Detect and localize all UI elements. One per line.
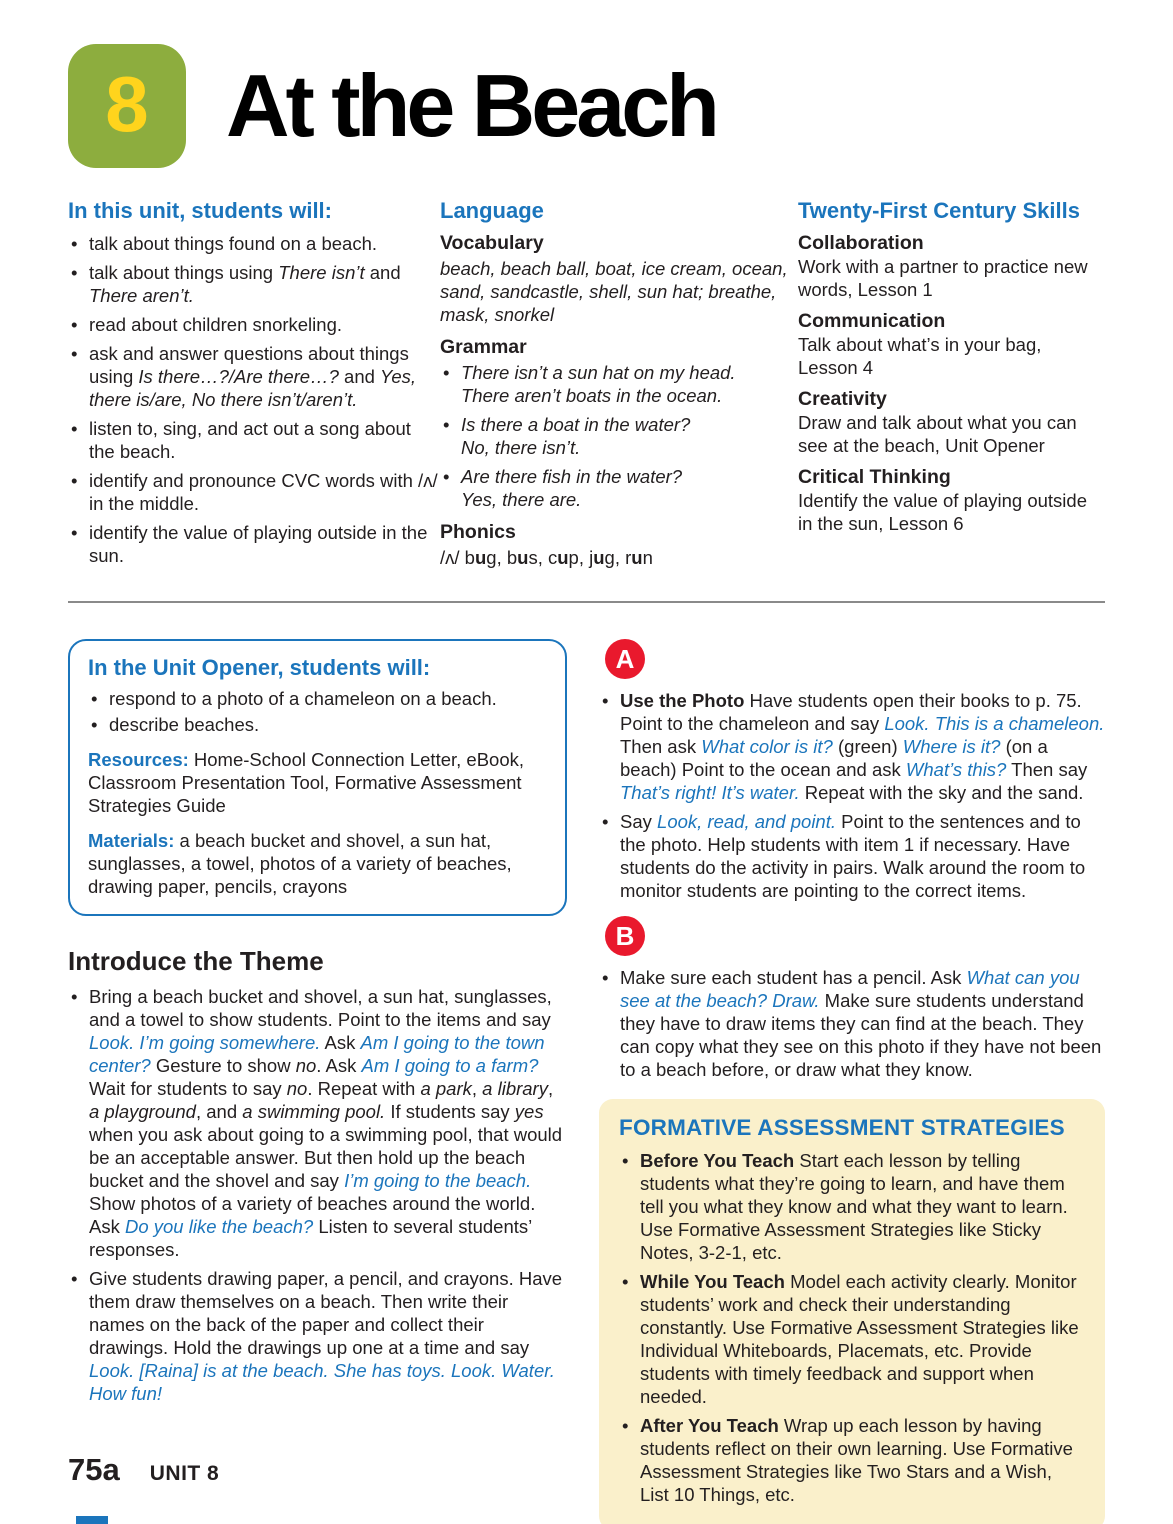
unit-opener-item: • respond to a photo of a chameleon on a beach.: [88, 687, 547, 710]
footer-tab-marker: [76, 1516, 108, 1524]
materials-text: a beach bucket and shovel, a sun hat, sunglasses, a towel, photos of a variety of beaches, drawing paper, pencils, crayons: [88, 830, 512, 897]
skill-item: [798, 466, 1105, 535]
materials-label: Materials:: [88, 830, 175, 851]
skill-description: Identify the value of playing outside in the sun, Lesson 6: [798, 490, 1087, 534]
skills-heading: Twenty-First Century Skills: [798, 198, 1080, 223]
lesson-body: [68, 639, 1105, 1524]
formative-heading: FORMATIVE ASSESSMENT STRATEGIES: [619, 1115, 1065, 1140]
language-column: [440, 198, 798, 573]
unit-opener-heading: In the Unit Opener, students will:: [88, 655, 431, 680]
materials-line: [88, 829, 547, 898]
unit-goal-item: • identify the value of playing outside in the sun.: [68, 521, 440, 567]
unit-goals-heading: In this unit, students will:: [68, 198, 332, 223]
unit-goals-column: [68, 198, 440, 573]
unit-goal-item: • talk about things found on a beach.: [68, 232, 440, 255]
activity-a-badge: A: [605, 639, 645, 679]
resources-label: Resources:: [88, 749, 189, 770]
skill-item: [798, 310, 1105, 379]
skill-item: [798, 388, 1105, 457]
vocabulary-label: Vocabulary: [440, 232, 544, 254]
activity-step: • Say Look, read, and point. Point to the sentences and to the photo. Help students with item 1 if necessary. Have students do the activity in pairs. Walk around the room to monitor students are pointing to the correct items.: [599, 810, 1105, 902]
activity-step: • Use the Photo Have students open their books to p. 75. Point to the chameleon and say Look. This is a chameleon. Then ask What color is it? (green) Where is it? (on a beach) Point to the ocean and ask What’s this? Then say That’s right! It’s water. Repeat with the sky and the sand.: [599, 689, 1105, 804]
introduce-theme-list: [68, 985, 567, 1405]
vocabulary-list: beach, beach ball, boat, ice cream, ocean, sand, sandcastle, shell, sun hat; breathe, mask, snorkel: [440, 258, 788, 325]
phonics-words: /ʌ/ bug, bus, cup, jug, run: [440, 547, 653, 568]
skills-column: [798, 198, 1105, 573]
section-divider: [68, 601, 1105, 603]
unit-goals-list: [68, 232, 440, 567]
skill-description: Work with a partner to practice new words, Lesson 1: [798, 256, 1088, 300]
formative-item: • While You Teach Model each activity clearly. Monitor students’ work and check their understanding constantly. Use Formative Assessment Strategies like Individual Whiteboards, Placemats, etc. Provide students with timely feedback and support when needed.: [619, 1270, 1085, 1408]
unit-opener-list: [88, 687, 547, 736]
introduce-theme-heading: Introduce the Theme: [68, 946, 324, 976]
unit-goal-item: • listen to, sing, and act out a song about the beach.: [68, 417, 440, 463]
unit-goal-item: • talk about things using There isn’t and There aren’t.: [68, 261, 440, 307]
activity-step: • Make sure each student has a pencil. Ask What can you see at the beach? Draw. Make sure students understand they have to draw items they can find at the beach. They can copy what they see on this photo if they have not been to a beach before, or draw what they know.: [599, 966, 1105, 1081]
unit-goal-item: • read about children snorkeling.: [68, 313, 440, 336]
activity-a-list: [599, 689, 1105, 902]
grammar-example: • There isn’t a sun hat on my head. There aren’t boats in the ocean.: [440, 361, 798, 407]
unit-label: UNIT 8: [149, 1462, 220, 1485]
lesson-right-column: [599, 639, 1105, 1524]
unit-goal-item: • ask and answer questions about things using Is there…?/Are there…? and Yes, there is/are, No there isn’t/aren’t.: [68, 342, 440, 411]
formative-item: • Before You Teach Start each lesson by telling students what they’re going to learn, and have them tell you what they know and what they want to learn. Use Formative Assessment Strategies like Sticky Notes, 3-2-1, etc.: [619, 1149, 1085, 1264]
formative-item: • After You Teach Wrap up each lesson by having students reflect on their own learning. Use Formative Assessment Strategies like Two Stars and a Wish, List 10 Things, etc.: [619, 1414, 1085, 1506]
page-header: [68, 44, 1105, 168]
theme-step: • Give students drawing paper, a pencil, and crayons. Have them draw themselves on a beach. Then write their names on the back of the paper and collect their drawings. Hold the drawings up one at a time and say Look. [Raina] is at the beach. She has toys. Look. Water. How fun!: [68, 1267, 567, 1405]
skill-label: Creativity: [798, 388, 887, 410]
unit-number-badge: [68, 44, 186, 168]
skill-label: Collaboration: [798, 232, 924, 254]
unit-opener-item: • describe beaches.: [88, 713, 547, 736]
skill-description: Draw and talk about what you can see at the beach, Unit Opener: [798, 412, 1077, 456]
resources-line: [88, 748, 547, 817]
unit-goal-item: • identify and pronounce CVC words with /ʌ/ in the middle.: [68, 469, 440, 515]
resources-text: Home-School Connection Letter, eBook, Classroom Presentation Tool, Formative Assessment Strategies Guide: [88, 749, 525, 816]
unit-number: 8: [105, 60, 149, 148]
theme-step: • Bring a beach bucket and shovel, a sun hat, sunglasses, and a towel to show students. Point to the items and say Look. I’m going somewhere. Ask Am I going to the town center? Gesture to show no. Ask Am I going to a farm? Wait for students to say no. Repeat with a park, a library, a playground, and a swimming pool. If students say yes when you ask about going to a swimming pool, that would be an acceptable answer. But then hold up the beach bucket and the shovel and say I’m going to the beach. Show photos of a variety of beaches around the world. Ask Do you like the beach? Listen to several students’ responses.: [68, 985, 567, 1261]
phonics-label: Phonics: [440, 521, 516, 543]
page-number: 75a: [68, 1452, 120, 1487]
skill-label: Communication: [798, 310, 946, 332]
language-heading: Language: [440, 198, 544, 223]
page-title: At the Beach: [226, 56, 716, 155]
activity-b-badge: B: [605, 916, 645, 956]
formative-list: [619, 1149, 1085, 1506]
lesson-left-column: [68, 639, 567, 1524]
grammar-example: • Are there fish in the water? Yes, there are.: [440, 465, 798, 511]
grammar-list: [440, 361, 798, 511]
unit-overview: [68, 198, 1105, 573]
unit-opener-box: [68, 639, 567, 916]
grammar-label: Grammar: [440, 336, 527, 358]
grammar-example: • Is there a boat in the water? No, there isn’t.: [440, 413, 798, 459]
skill-description: Talk about what’s in your bag, Lesson 4: [798, 334, 1042, 378]
activity-b-list: [599, 966, 1105, 1081]
formative-assessment-box: [599, 1099, 1105, 1524]
page-footer: [68, 1452, 219, 1488]
skill-item: [798, 232, 1105, 301]
skill-label: Critical Thinking: [798, 466, 951, 488]
